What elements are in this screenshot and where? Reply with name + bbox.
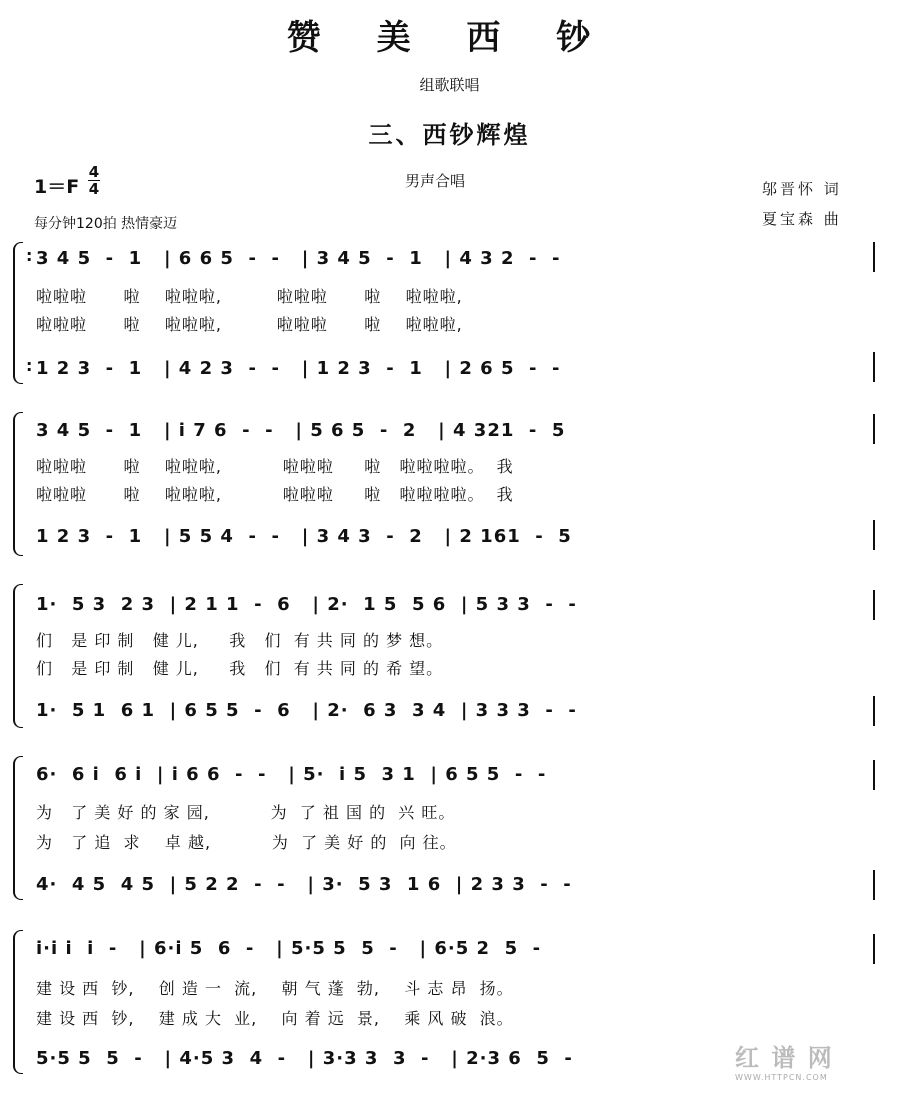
end-barline xyxy=(873,590,875,620)
lyric-line-2: 啦啦啦 啦 啦啦啦, 啦啦啦 啦 啦啦啦, xyxy=(36,315,463,334)
time-signature xyxy=(88,164,100,197)
time-signature-bottom: 4 xyxy=(88,180,100,198)
time-signature-top: 4 xyxy=(88,163,100,181)
lower-voice-notes: 1 2 3 - 1 | 5 5 4 - - | 3 4 3 - 2 | 2 161 - 5 xyxy=(36,526,572,547)
lower-voice-notes: 4· 4 5 4 5 | 5 2 2 - - | 3· 5 3 1 6 | 2 3 3 - - xyxy=(36,874,572,895)
end-barline xyxy=(873,696,875,726)
score-system-1 xyxy=(0,236,899,386)
lyric-line-1: 建 设 西 钞, 创 造 一 流, 朝 气 蓬 勃, 斗 志 昂 扬。 xyxy=(36,979,514,998)
score-system-3 xyxy=(0,580,899,730)
system-brace xyxy=(13,584,23,728)
score-system-2 xyxy=(0,408,899,558)
end-barline xyxy=(873,520,875,550)
lyric-line-1: 们 是 印 制 健 儿, 我 们 有 共 同 的 梦 想。 xyxy=(36,631,444,650)
watermark-url: WWW.HTTPCN.COM xyxy=(735,1073,828,1082)
score-system-4 xyxy=(0,752,899,902)
lower-voice-notes: 1· 5 1 6 1 | 6 5 5 - 6 | 2· 6 3 3 4 | 3 3 3 - - xyxy=(36,700,577,721)
system-brace xyxy=(13,756,23,900)
upper-voice-notes: i·i i i - | 6·i 5 6 - | 5·5 5 5 - | 6·5 2 5 - xyxy=(36,938,542,959)
lyric-line-2: 啦啦啦 啦 啦啦啦, 啦啦啦 啦 啦啦啦啦。 我 xyxy=(36,485,514,504)
end-barline xyxy=(873,760,875,790)
composer-credit: 夏宝森 曲 xyxy=(762,210,842,228)
performance-type: 男声合唱 xyxy=(405,172,466,190)
key-signature: 1＝F xyxy=(34,176,80,198)
upper-voice-notes: 1· 5 3 2 3 | 2 1 1 - 6 | 2· 1 5 5 6 | 5 3 3 - - xyxy=(36,594,577,615)
lyric-line-1: 啦啦啦 啦 啦啦啦, 啦啦啦 啦 啦啦啦, xyxy=(36,287,463,306)
section-title: 三、西钞辉煌 xyxy=(368,120,531,149)
lyric-line-2: 们 是 印 制 健 儿, 我 们 有 共 同 的 希 望。 xyxy=(36,659,444,678)
upper-voice-notes: 3 4 5 - 1 | 6 6 5 - - | 3 4 5 - 1 | 4 3 2 - - xyxy=(36,248,561,269)
end-barline xyxy=(873,414,875,444)
repeat-sign: : xyxy=(26,246,33,265)
lyricist-credit: 邬晋怀 词 xyxy=(762,180,842,198)
lyric-line-1: 啦啦啦 啦 啦啦啦, 啦啦啦 啦 啦啦啦啦。 我 xyxy=(36,457,514,476)
system-brace xyxy=(13,412,23,556)
tempo-marking: 每分钟120拍 热情豪迈 xyxy=(34,216,178,232)
repeat-sign: : xyxy=(26,356,33,375)
watermark-logo-text: 红 谱 网 xyxy=(735,1044,834,1072)
upper-voice-notes: 6· 6 i 6 i | i 6 6 - - | 5· i 5 3 1 | 6 5 5 - - xyxy=(36,764,547,785)
score-subtitle: 组歌联唱 xyxy=(419,76,480,94)
watermark xyxy=(735,1038,834,1082)
upper-voice-notes: 3 4 5 - 1 | i 7 6 - - | 5 6 5 - 2 | 4 321 - 5 xyxy=(36,420,566,441)
end-barline xyxy=(873,352,875,382)
system-brace xyxy=(13,930,23,1074)
end-barline xyxy=(873,870,875,900)
end-barline xyxy=(873,934,875,964)
lyric-line-2: 建 设 西 钞, 建 成 大 业, 向 着 远 景, 乘 风 破 浪。 xyxy=(36,1009,514,1028)
lower-voice-notes: 1 2 3 - 1 | 4 2 3 - - | 1 2 3 - 1 | 2 6 5 - - xyxy=(36,358,561,379)
score-title: 赞 美 西 钞 xyxy=(286,18,613,58)
system-brace xyxy=(13,242,23,384)
lyric-line-1: 为 了 美 好 的 家 园, 为 了 祖 国 的 兴 旺。 xyxy=(36,803,456,822)
lyric-line-2: 为 了 追 求 卓 越, 为 了 美 好 的 向 往。 xyxy=(36,833,457,852)
lower-voice-notes: 5·5 5 5 - | 4·5 3 4 - | 3·3 3 3 - | 2·3 6 5 - xyxy=(36,1048,573,1069)
end-barline xyxy=(873,242,875,272)
